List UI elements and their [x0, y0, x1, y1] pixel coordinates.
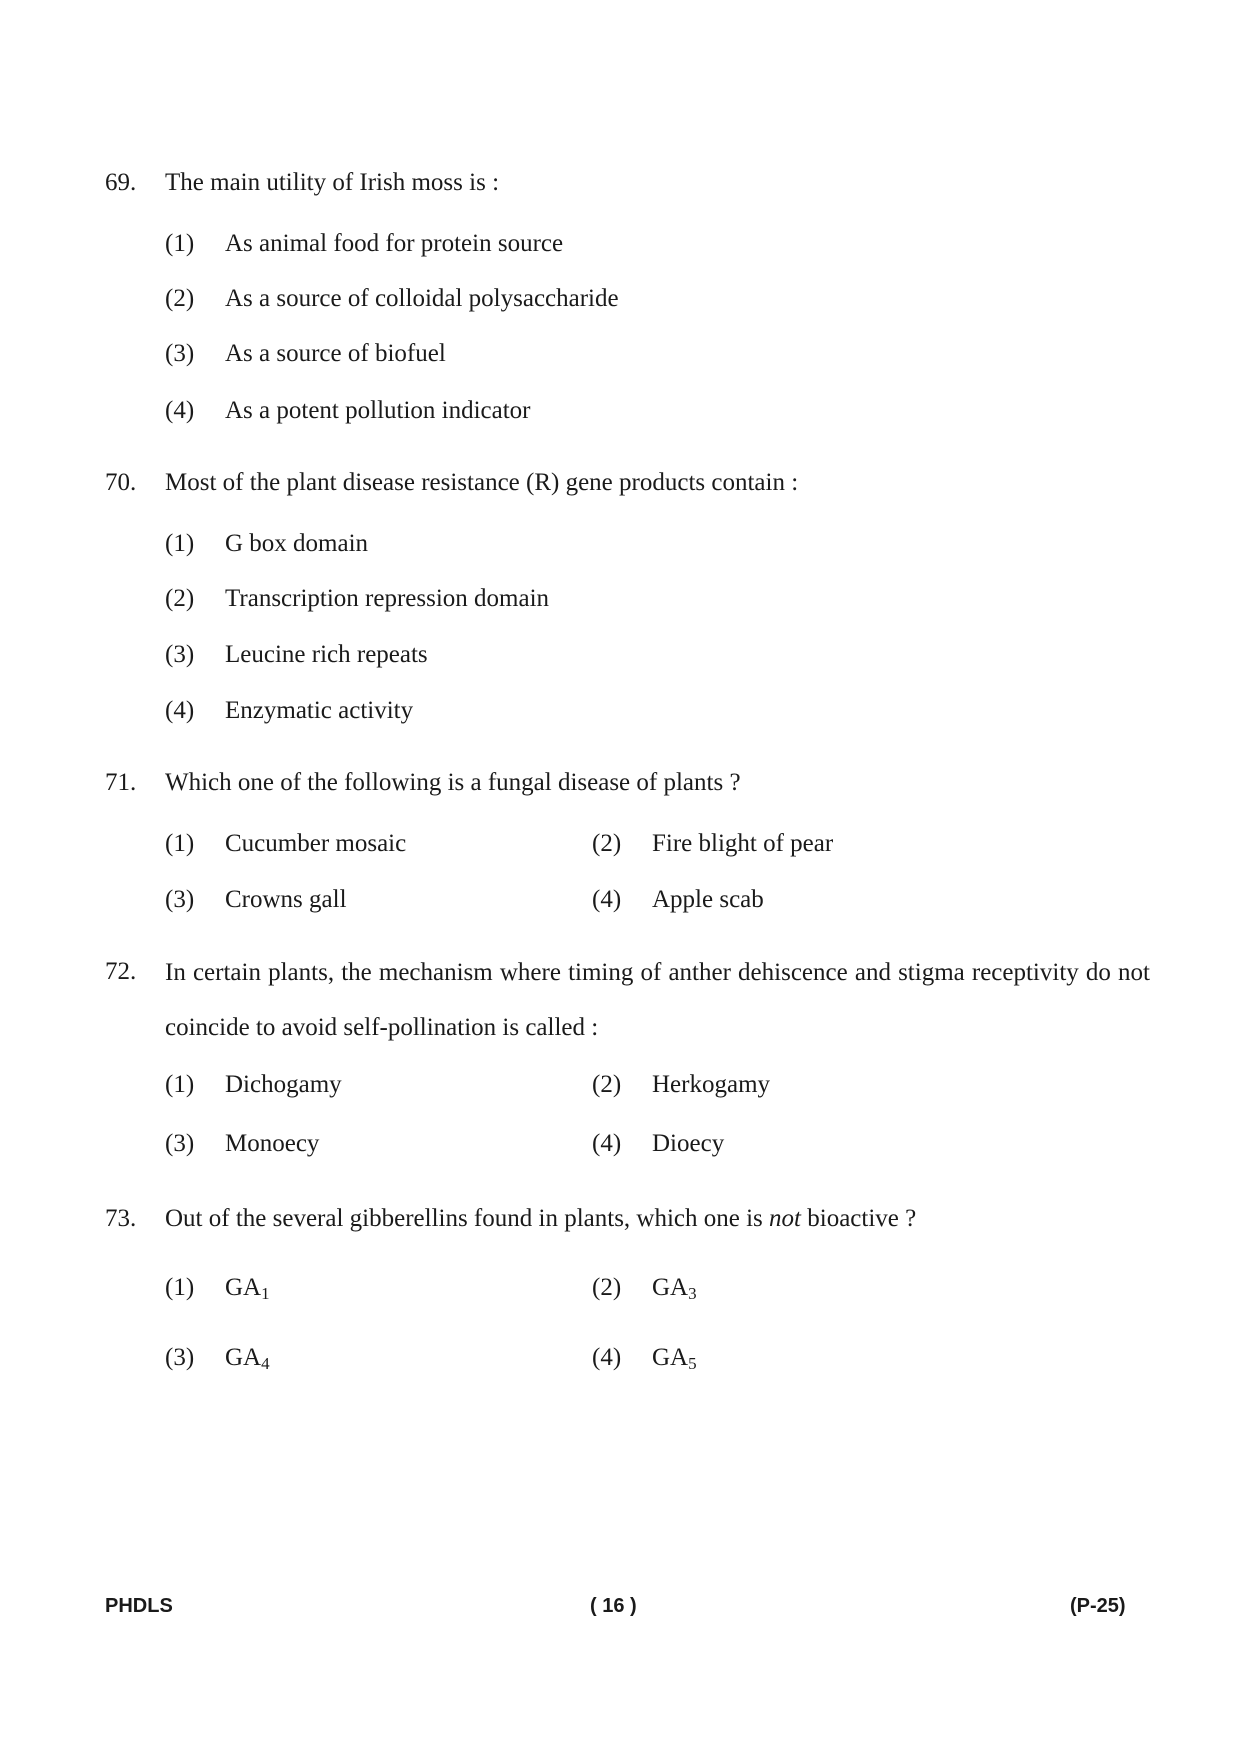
option-text-main: GA	[652, 1344, 689, 1371]
question-stem: The main utility of Irish moss is :	[165, 169, 500, 196]
option-text: Fire blight of pear	[652, 830, 834, 857]
option-text: Dioecy	[652, 1130, 725, 1157]
question-stem: Most of the plant disease resistance (R) gene products contain :	[165, 469, 799, 496]
option-label: (1)	[165, 1274, 195, 1301]
option-text: Crowns gall	[225, 886, 347, 913]
question-number: 70.	[105, 469, 137, 496]
option-text: As animal food for protein source	[225, 230, 564, 257]
option-text-main: GA	[225, 1274, 262, 1301]
option-subscript: 1	[261, 1284, 270, 1303]
option-label: (3)	[165, 641, 195, 668]
option-text: Leucine rich repeats	[225, 641, 428, 668]
option-text: Transcription repression domain	[225, 585, 550, 612]
option-label: (3)	[165, 1344, 195, 1371]
option-label: (2)	[165, 585, 195, 612]
option-text: As a potent pollution indicator	[225, 397, 531, 424]
question-number: 72.	[105, 958, 137, 985]
option-subscript: 3	[688, 1284, 697, 1303]
question-stem: In certain plants, the mechanism where timing of anther dehiscence and stigma receptivity do not coincide to avoid self-pollination is called :	[165, 959, 1150, 1041]
option-label: (2)	[165, 285, 195, 312]
option-label: (4)	[165, 397, 195, 424]
stem-text: bioactive ?	[801, 1205, 917, 1232]
stem-text: Out of the several gibberellins found in plants, which one is	[165, 1205, 770, 1232]
question-number: 71.	[105, 769, 137, 796]
option-text: As a source of biofuel	[225, 340, 446, 367]
option-text: As a source of colloidal polysaccharide	[225, 285, 619, 312]
footer-course-code: PHDLS	[105, 1595, 173, 1617]
option-label: (3)	[165, 886, 195, 913]
option-label: (1)	[165, 830, 195, 857]
question-number: 73.	[105, 1205, 137, 1232]
option-text: Dichogamy	[225, 1071, 342, 1098]
option-label: (3)	[165, 340, 195, 367]
option-label: (1)	[165, 530, 195, 557]
question-stem: Which one of the following is a fungal disease of plants ?	[165, 769, 741, 796]
option-text: G box domain	[225, 530, 369, 557]
option-subscript: 5	[688, 1354, 697, 1373]
option-text: Monoecy	[225, 1130, 320, 1157]
option-text: Cucumber mosaic	[225, 830, 407, 857]
option-text	[225, 1344, 270, 1372]
option-label: (4)	[592, 1344, 622, 1371]
option-label: (2)	[592, 830, 622, 857]
option-label: (2)	[592, 1274, 622, 1301]
option-text: Enzymatic activity	[225, 697, 414, 724]
option-label: (4)	[592, 886, 622, 913]
footer-page-number: ( 16 )	[590, 1595, 637, 1617]
stem-emphasis: not	[769, 1205, 801, 1232]
option-text-main: GA	[225, 1344, 262, 1371]
option-text	[652, 1344, 697, 1372]
option-label: (4)	[592, 1130, 622, 1157]
footer-paper-code: (P-25)	[1070, 1595, 1126, 1617]
option-label: (4)	[165, 697, 195, 724]
option-label: (1)	[165, 1071, 195, 1098]
question-number: 69.	[105, 169, 137, 196]
option-label: (3)	[165, 1130, 195, 1157]
option-label: (2)	[592, 1071, 622, 1098]
option-text-main: GA	[652, 1274, 689, 1301]
question-stem	[165, 1205, 916, 1233]
option-text: Herkogamy	[652, 1071, 771, 1098]
option-label: (1)	[165, 230, 195, 257]
option-text	[225, 1274, 270, 1302]
option-text	[652, 1274, 697, 1302]
option-subscript: 4	[261, 1354, 270, 1373]
option-text: Apple scab	[652, 886, 764, 913]
